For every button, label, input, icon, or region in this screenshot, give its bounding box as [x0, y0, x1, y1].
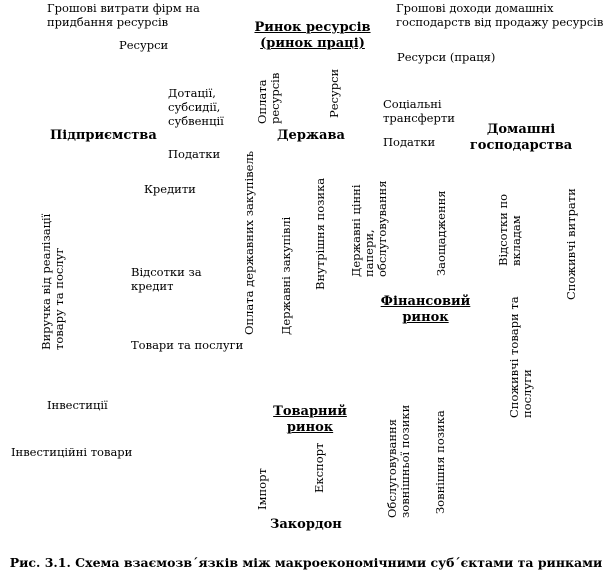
external-debt-service-label: Обслуговування зовнішньої позики — [385, 404, 412, 518]
financial-market-node: Фінансовий ринок — [380, 294, 471, 325]
gov-procurement-label: Державні закупівлі — [279, 216, 293, 335]
taxes-firms-label: Податки — [168, 147, 221, 161]
investment-goods-label: Інвестиційні товари — [11, 445, 133, 459]
taxes-households-label: Податки — [383, 135, 436, 149]
resources-labor-label: Ресурси (праця) — [397, 50, 496, 64]
social-transfers-label: Соціальні трансферти — [383, 97, 455, 125]
export-label: Експорт — [312, 442, 326, 493]
deposit-interest-label: Відсотки по вкладам — [496, 193, 523, 266]
savings-label: Заощадження — [434, 190, 448, 276]
loan-interest-label: Відсотки за кредит — [131, 265, 202, 293]
resources-vertical-label: Ресурси — [327, 68, 341, 118]
households-node: Домашні господарства — [469, 122, 573, 153]
household-income-label: Грошові доходи домашніх господарств від продажу ресурсів — [396, 1, 604, 29]
state-node: Держава — [277, 128, 345, 143]
gov-procurement-payment-label: Оплата державних закупівель — [242, 150, 256, 335]
enterprises-node: Підприємства — [50, 128, 157, 143]
domestic-loan-label: Внутрішня позика — [313, 177, 327, 290]
firm-spending-label: Грошові витрати фірм на придбання ресурсів — [47, 1, 200, 29]
resource-payment-label: Оплата ресурсів — [255, 72, 282, 124]
abroad-node: Закордон — [270, 517, 342, 532]
consumer-goods-label: Споживчі товари та послуги — [507, 296, 534, 418]
resource-market-node: Ринок ресурсів (ринок праці) — [254, 20, 371, 51]
figure-caption: Рис. 3.1. Схема взаємозв´язків між макроекономічними суб´єктами та ринками — [9, 555, 603, 570]
import-label: Імпорт — [255, 468, 269, 510]
goods-services-label: Товари та послуги — [131, 338, 244, 352]
gov-securities-label: Державні цінні папери, обслуговування — [349, 180, 389, 277]
resources-label: Ресурси — [119, 38, 169, 52]
goods-market-node: Товарний ринок — [273, 404, 347, 435]
external-loan-label: Зовнішня позика — [433, 410, 447, 514]
consumer-spending-label: Споживчі витрати — [564, 188, 578, 300]
investments-label: Інвестиції — [47, 398, 108, 412]
subsidies-label: Дотації, субсидії, субвенції — [168, 86, 224, 128]
credits-label: Кредити — [144, 182, 196, 196]
sales-revenue-label: Виручка від реалізації товару та послуг — [39, 213, 66, 350]
